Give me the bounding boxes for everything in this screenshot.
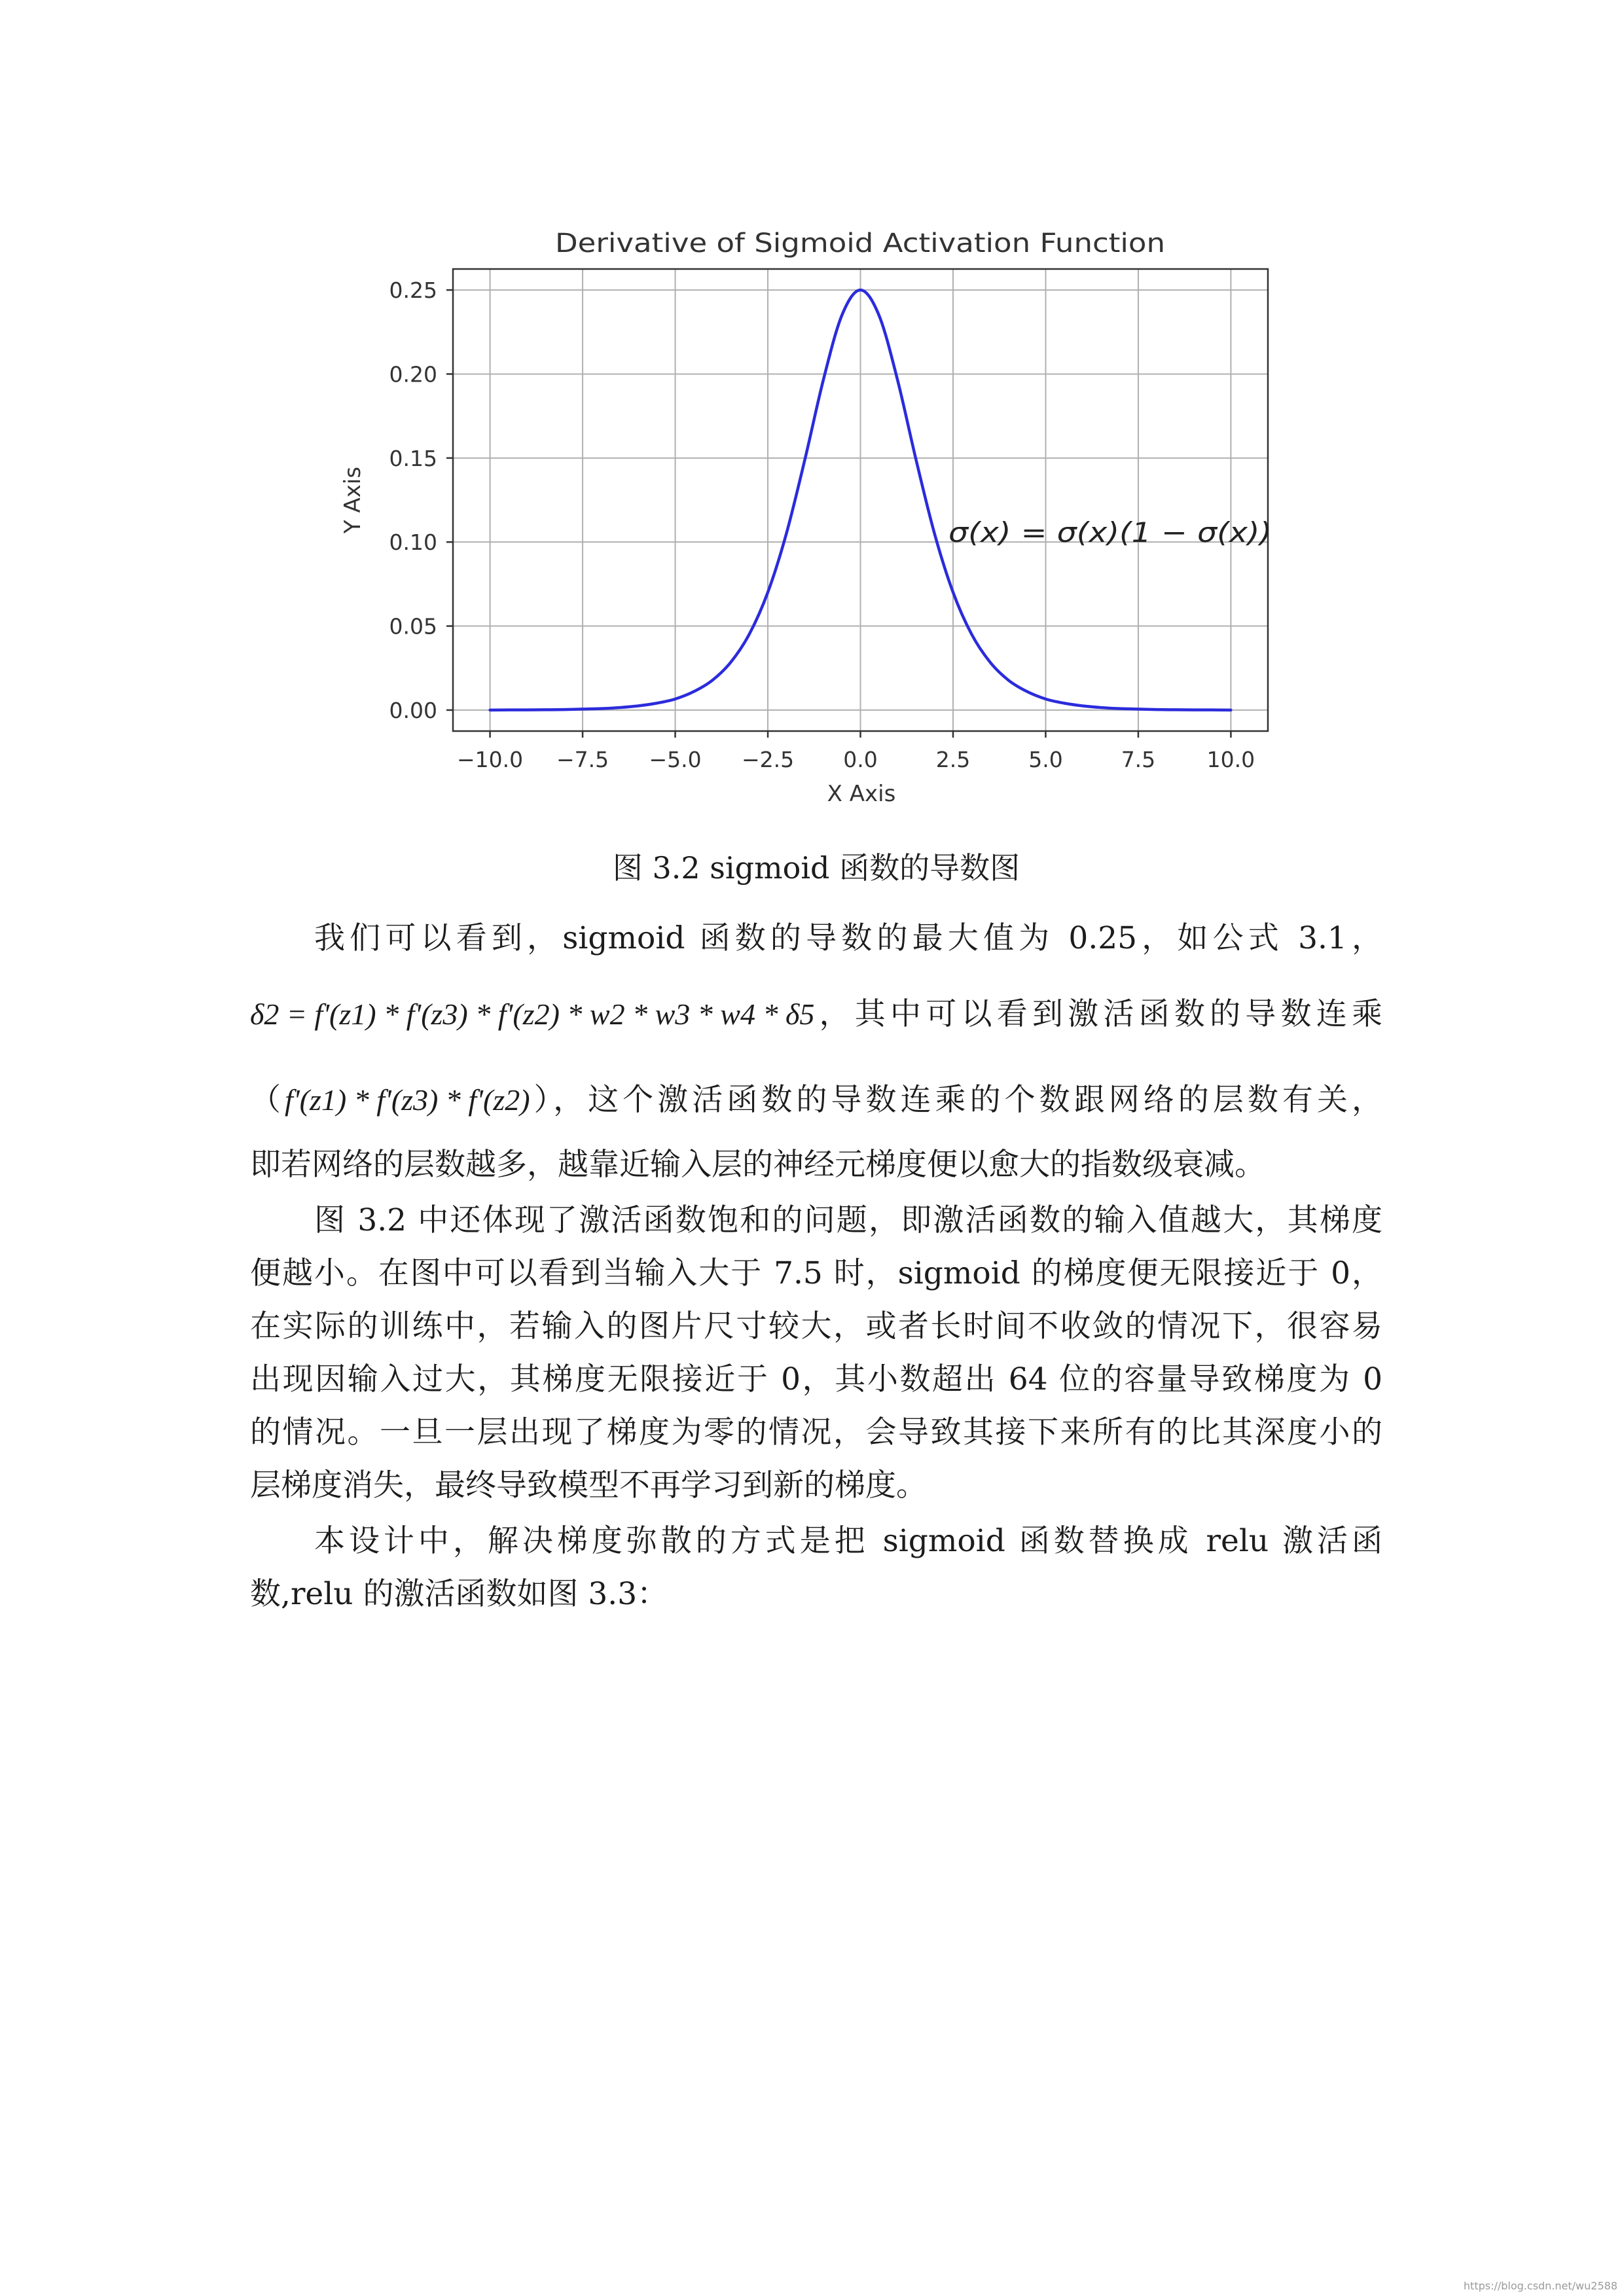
paragraph-line: 便越小。在图中可以看到当输入大于 7.5 时，sigmoid 的梯度便无限接近于 0，: [250, 1255, 1382, 1291]
figure-3-2: [0, 0, 1624, 825]
y-axis-label: Y Axis: [340, 466, 366, 534]
paragraph-line: 我们可以看到，sigmoid 函数的导数的最大值为 0.25，如公式 3.1，: [314, 920, 1382, 956]
paragraph-line: 在实际的训练中，若输入的图片尺寸较大，或者长时间不收敛的情况下，很容易: [250, 1308, 1382, 1344]
y-tick-label: 0.15: [389, 445, 437, 471]
y-tick-label: 0.00: [389, 697, 437, 723]
sigmoid-derivative-chart: [0, 0, 1624, 825]
paragraph-line: 本设计中，解决梯度弥散的方式是把 sigmoid 函数替换成 relu 激活函: [314, 1523, 1382, 1559]
source-watermark: https://blog.csdn.net/wu2588: [1463, 2280, 1617, 2292]
x-tick-label: −2.5: [741, 747, 795, 772]
chart-title: Derivative of Sigmoid Activation Function: [555, 228, 1165, 259]
paragraph-line: [250, 1079, 1382, 1121]
paragraph-text: ），这个激活函数的导数连乘的个数跟网络的层数有关，: [530, 1082, 1382, 1118]
paragraph-line: 的情况。一旦一层出现了梯度为零的情况，会导致其接下来所有的比其深度小的: [250, 1414, 1382, 1450]
formula-annotation: σ(x) = σ(x)(1 − σ(x)): [948, 516, 1272, 548]
paragraph-line: 即若网络的层数越多，越靠近输入层的神经元梯度便以愈大的指数级衰减。: [250, 1147, 1265, 1183]
x-axis-label: X Axis: [827, 781, 896, 807]
paragraph-line: 层梯度消失，最终导致模型不再学习到新的梯度。: [250, 1467, 927, 1503]
delta-formula: δ2 = f'(z1) * f'(z3) * f'(z2) * w2 * w3 * w4 * δ5: [250, 997, 815, 1031]
chart-grid: [453, 269, 1268, 731]
open-paren: （: [250, 1082, 285, 1118]
y-tick-label: 0.25: [389, 278, 437, 304]
y-tick-label: 0.20: [389, 361, 437, 387]
x-tick-label: 2.5: [935, 747, 971, 772]
paragraph-line: 数,relu 的激活函数如图 3.3：: [250, 1576, 668, 1612]
paragraph-line: 图 3.2 中还体现了激活函数饱和的问题，即激活函数的输入值越大，其梯度: [314, 1202, 1382, 1238]
x-tick-label: −5.0: [649, 747, 702, 772]
paragraph-line: 出现因输入过大，其梯度无限接近于 0，其小数超出 64 位的容量导致梯度为 0: [250, 1361, 1382, 1397]
x-tick-label: −7.5: [556, 747, 609, 772]
paragraph-line: [250, 994, 1382, 1035]
y-tick-label: 0.05: [389, 613, 437, 639]
derivative-product-formula: f'(z1) * f'(z3) * f'(z2): [285, 1083, 530, 1117]
x-tick-label: 5.0: [1028, 747, 1063, 772]
figure-caption: 图 3.2 sigmoid 函数的导数图: [612, 850, 1020, 886]
y-tick-label: 0.10: [389, 529, 437, 556]
x-tick-label: 0.0: [843, 747, 878, 772]
x-tick-label: −10.0: [457, 747, 524, 772]
paragraph-text: ，其中可以看到激活函数的导数连乘: [814, 996, 1382, 1032]
x-tick-label: 10.0: [1206, 747, 1255, 772]
x-tick-label: 7.5: [1121, 747, 1156, 772]
